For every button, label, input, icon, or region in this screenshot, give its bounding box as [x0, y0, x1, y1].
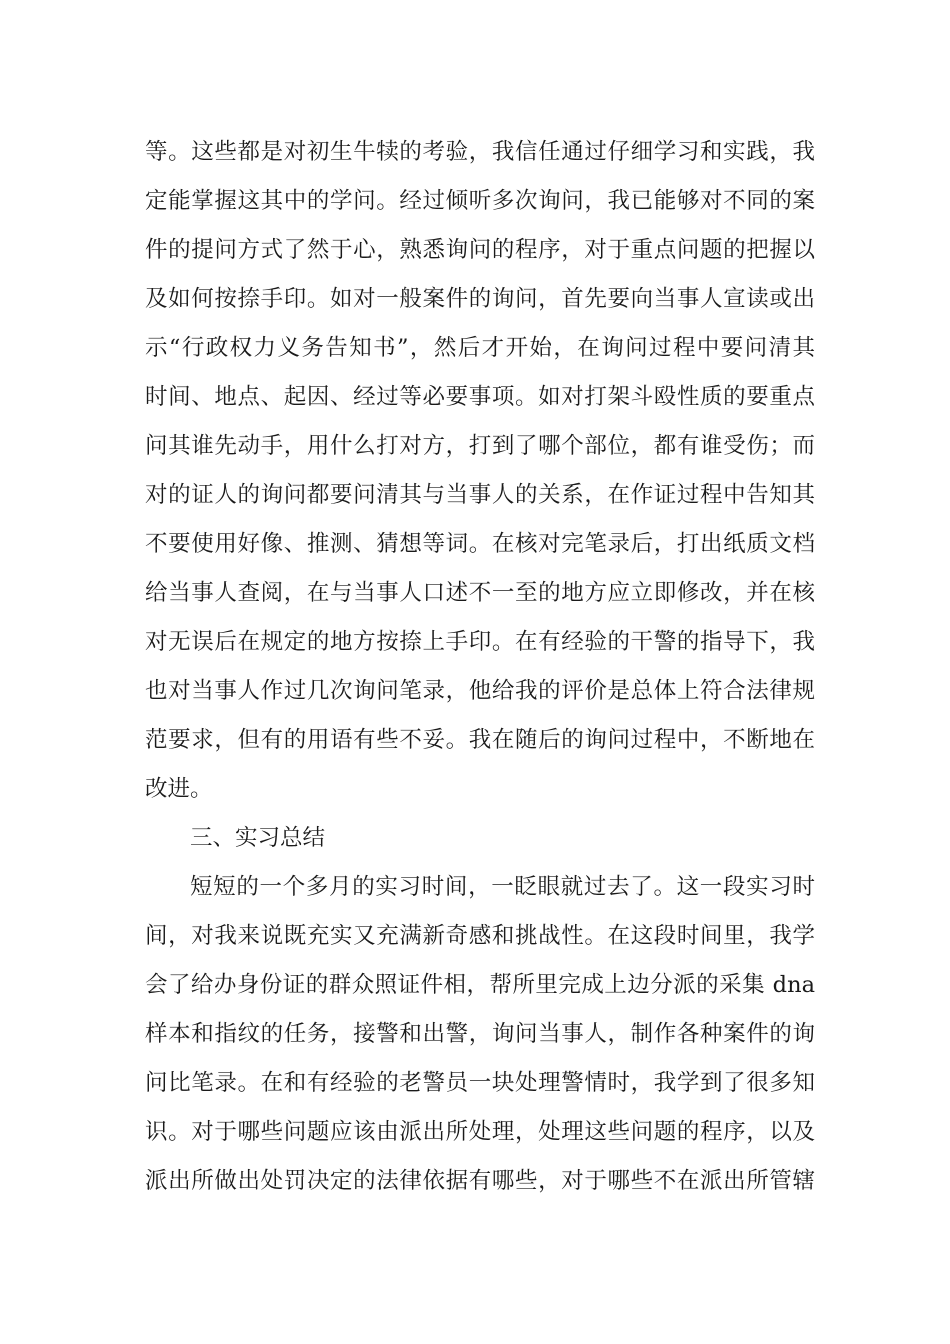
paragraph-line: 时间、地点、起因、经过等必要事项。如对打架斗殴性质的要重点 — [145, 384, 815, 410]
document-body — [145, 128, 815, 1206]
paragraph-line: 定能掌握这其中的学问。经过倾听多次询问，我已能够对不同的案 — [145, 188, 815, 214]
paragraph-line: 示“行政权力义务告知书”，然后才开始，在询问过程中要问清其 — [145, 335, 815, 361]
paragraph-line: 及如何按捺手印。如对一般案件的询问，首先要向当事人宣读或出 — [145, 286, 815, 312]
paragraph-line: 样本和指纹的任务，接警和出警，询问当事人，制作各种案件的询 — [145, 1021, 815, 1047]
paragraph-line: 间，对我来说既充实又充满新奇感和挑战性。在这段时间里，我学 — [145, 923, 815, 949]
paragraph-line: 对的证人的询问都要问清其与当事人的关系，在作证过程中告知其 — [145, 482, 815, 508]
paragraph-line: 不要使用好像、推测、猜想等词。在核对完笔录后，打出纸质文档 — [145, 531, 815, 557]
section-heading: 三、实习总结 — [190, 825, 326, 851]
paragraph-line: 给当事人查阅，在与当事人口述不一至的地方应立即修改，并在核 — [145, 580, 815, 606]
paragraph-line: 识。对于哪些问题应该由派出所处理，处理这些问题的程序，以及 — [145, 1119, 815, 1145]
paragraph-line: 范要求，但有的用语有些不妥。我在随后的询问过程中，不断地在 — [145, 727, 815, 753]
paragraph-line: 问其谁先动手，用什么打对方，打到了哪个部位，都有谁受伤；而 — [145, 433, 815, 459]
paragraph-line: 问比笔录。在和有经验的老警员一块处理警情时，我学到了很多知 — [145, 1070, 815, 1096]
paragraph-line: 件的提问方式了然于心，熟悉询问的程序，对于重点问题的把握以 — [145, 237, 815, 263]
paragraph-line: 也对当事人作过几次询问笔录，他给我的评价是总体上符合法律规 — [145, 678, 815, 704]
paragraph-line: 会了给办身份证的群众照证件相，帮所里完成上边分派的采集 dna — [145, 972, 815, 998]
paragraph-line: 改进。 — [145, 776, 213, 802]
paragraph-line: 派出所做出处罚决定的法律依据有哪些，对于哪些不在派出所管辖 — [145, 1168, 815, 1194]
paragraph-line: 对无误后在规定的地方按捺上手印。在有经验的干警的指导下，我 — [145, 629, 815, 655]
paragraph-line: 等。这些都是对初生牛犊的考验，我信任通过仔细学习和实践，我 — [145, 139, 815, 165]
paragraph-line: 短短的一个多月的实习时间，一眨眼就过去了。这一段实习时 — [190, 874, 815, 900]
